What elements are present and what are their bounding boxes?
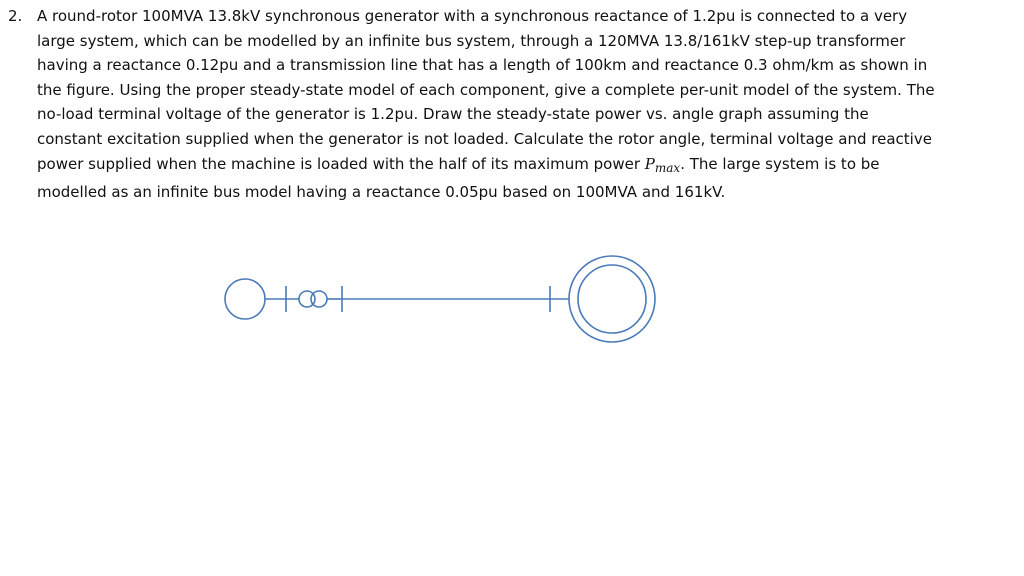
problem-text-part1: A round-rotor 100MVA 13.8kV synchronous generator with a synchronous reactance of 1.2pu is connected to a very large system, which can be modelled by an infinite bus system, through a 120MVA 13.8/161kV step-up transformer having a reactance 0.12pu and a transmission line that has a length of 100km and reactance 0.3 ohm/km as shown in the figure. Using the proper steady-state model of each component, give a complete per-unit model of the system. The no-load terminal voltage of the generator is 1.2pu. Draw the steady-state power vs. angle graph assuming the constant excitation supplied when the generator is not loaded. Calculate the rotor angle, terminal voltage and reactive power supplied when the machine is loaded with the half of its maximum power (37, 7, 935, 173)
problem-number: 2. (8, 7, 23, 25)
pmax-symbol (645, 155, 680, 173)
problem-text (37, 4, 937, 205)
pmax-letter: P (644, 154, 655, 173)
pmax-subscript: max (654, 160, 681, 175)
problem-text-part2: . The large system is to be modelled as an infinite bus model having a reactance 0.05pu based on 100MVA and 161kV. (37, 154, 880, 202)
transformer-icon (299, 291, 327, 307)
generator-icon (225, 279, 265, 319)
infinite-bus-icon (569, 256, 655, 342)
